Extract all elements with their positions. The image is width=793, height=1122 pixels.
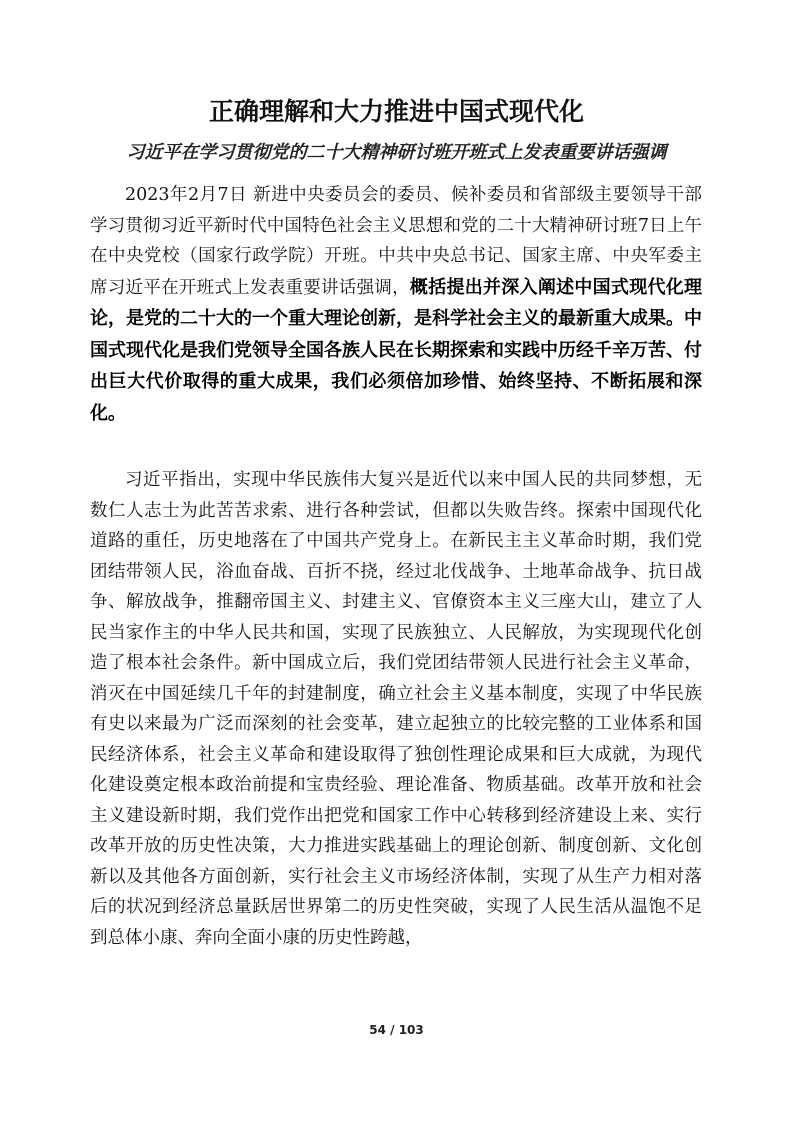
paragraph-1	[90, 180, 702, 429]
page-subtitle: 习近平在学习贯彻党的二十大精神研讨班开班式上发表重要讲话强调	[126, 142, 667, 163]
page-number: 54 / 103	[369, 1023, 424, 1037]
paragraph-2: 习近平指出，实现中华民族伟大复兴是近代以来中国人民的共同梦想，无数仁人志士为此苦苦求索、进行各种尝试，但都以失败告终。探索中国现代化道路的重任，历史地落在了中国共产党身上。在新民主主义革命时期，我们党团结带领人民，浴血奋战、百折不挠，经过北伐战争、土地革命战争、抗日战争、解放战争，推翻帝国主义、封建主义、官僚资本主义三座大山，建立了人民当家作主的中华人民共和国，实现了民族独立、人民解放，为实现现代化创造了根本社会条件。新中国成立后，我们党团结带领人民进行社会主义革命，消灭在中国延续几千年的封建制度，确立社会主义基本制度，实现了中华民族有史以来最为广泛而深刻的社会变革，建立起独立的比较完整的工业体系和国民经济体系，社会主义革命和建设取得了独创性理论成果和巨大成就，为现代化建设奠定根本政治前提和宝贵经验、理论准备、物质基础。改革开放和社会主义建设新时期，我们党作出把党和国家工作中心转移到经济建设上来、实行改革开放的历史性决策，大力推进实践基础上的理论创新、制度创新、文化创新以及其他各方面创新，实行社会主义市场经济体制，实现了从生产力相对落后的状况到经济总量跃居世界第二的历史性突破，实现了人民生活从温饱不足到总体小康、奔向全面小康的历史性跨越，	[90, 470, 702, 948]
paragraph-1-emphasis: 概括提出并深入阐述中国式现代化理论，是党的二十大的一个重大理论创新，是科学社会主义的最新重大成果。中国式现代化是我们党领导全国各族人民在长期探索和实践中历经千辛万苦、付出巨大代价取得的重大成果，我们必须倍加珍惜、始终坚持、不断拓展和深化。	[90, 276, 703, 424]
paragraph-1-text: 2023年2月7日 新进中央委员会的委员、候补委员和省部级主要领导干部学习贯彻习近平新时代中国特色社会主义思想和党的二十大精神研讨班7日上午在中央党校（国家行政学院）开班。中共中央总书记、国家主席、中央军委主席习近平在开班式上发表重要讲话强调，	[90, 185, 702, 298]
page-title: 正确理解和大力推进中国式现代化	[208, 97, 584, 126]
